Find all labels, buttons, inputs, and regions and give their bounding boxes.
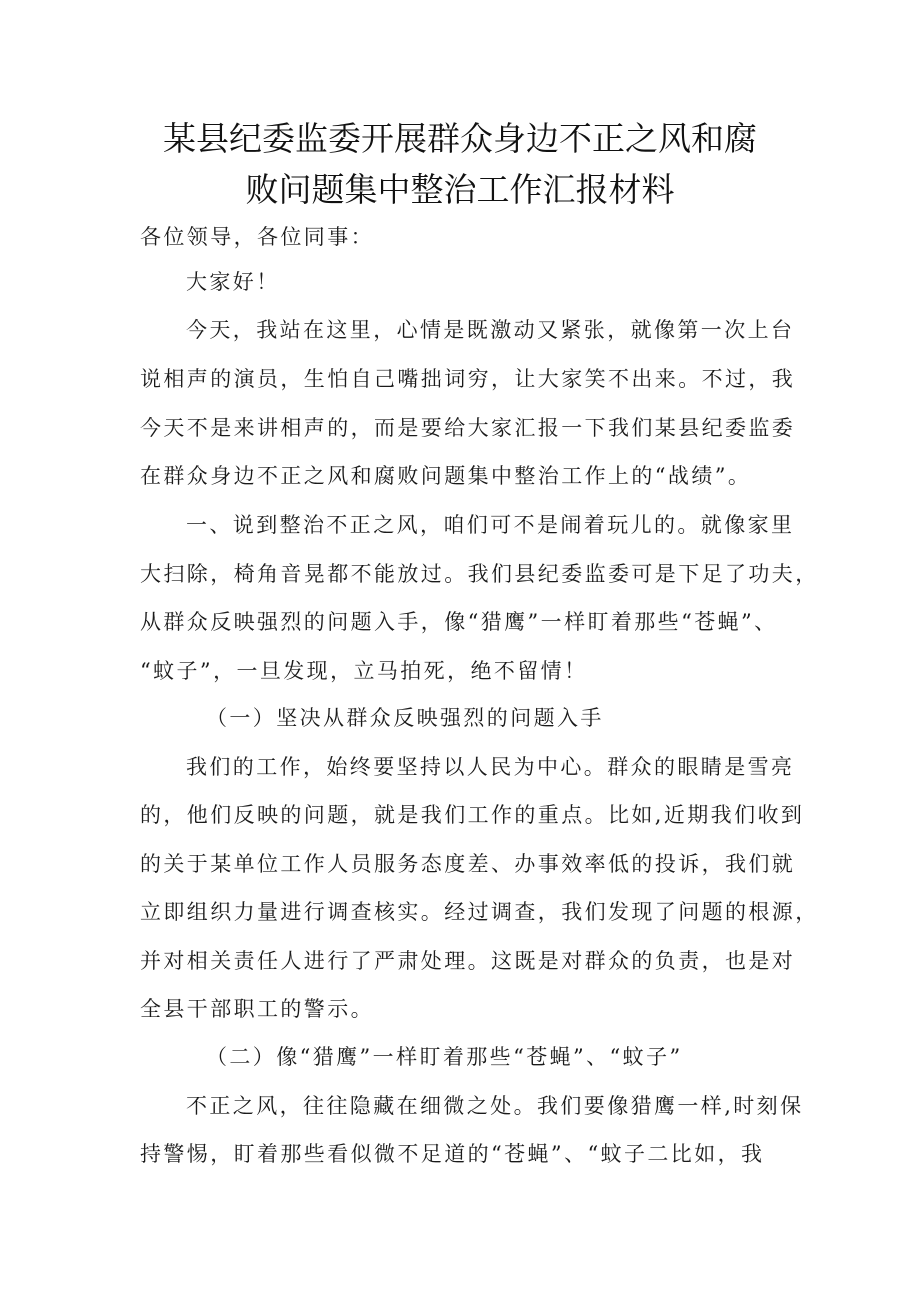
paragraph-line: 不正之风，往往隐藏在细微之处。我们要像猎鹰一样,时刻保 [186, 1094, 804, 1118]
paragraph-line: 并对相关责任人进行了严肃处理。这既是对群众的负责，也是对 [140, 949, 796, 973]
paragraph-line: 在群众身边不正之风和腐败问题集中整治工作上的“战绩”。 [140, 464, 752, 488]
paragraph-line: 的关于某单位工作人员服务态度差、办事效率低的投诉，我们就 [140, 852, 796, 876]
paragraph-line: 全县干部职工的警示。 [140, 997, 374, 1021]
paragraph-line: 今天，我站在这里，心情是既激动又紧张，就像第一次上台 [186, 318, 795, 342]
paragraph-line: 说相声的演员，生怕自己嘴拙词穷，让大家笑不出来。不过，我 [140, 367, 796, 391]
section-heading-2: （二）像“猎鹰”一样盯着那些“苍蝇”、“蚊子” [206, 1045, 683, 1069]
document-title-line-2: 败问题集中整治工作汇报材料 [245, 170, 675, 209]
paragraph-line: 大扫除，椅角音晃都不能放过。我们县纪委监委可是下足了功夫， [140, 562, 819, 586]
salutation: 各位领导，各位同事： [140, 225, 374, 249]
paragraph-line: 我们的工作，始终要坚持以人民为中心。群众的眼睛是雪亮 [186, 755, 795, 779]
greeting: 大家好！ [186, 270, 280, 294]
document-title-line-1: 某县纪委监委开展群众身边不正之风和腐 [163, 119, 757, 158]
paragraph-line: 今天不是来讲相声的，而是要给大家汇报一下我们某县纪委监委 [140, 416, 796, 440]
paragraph-line: 从群众反映强烈的问题入手，像“猎鹰”一样盯着那些“苍蝇”、 [140, 610, 778, 634]
section-heading-1: （一）坚决从群众反映强烈的问题入手 [206, 706, 604, 730]
paragraph-line: 持警惕，盯着那些看似微不足道的“苍蝇”、“蚊子二比如，我 [140, 1142, 765, 1166]
paragraph-line: 立即组织力量进行调查核实。经过调查，我们发现了问题的根源， [140, 900, 819, 924]
paragraph-line: “蚊子”，一旦发现，立马拍死，绝不留情！ [140, 659, 588, 683]
paragraph-line: 的，他们反映的问题，就是我们工作的重点。比如,近期我们收到 [140, 803, 805, 827]
paragraph-line: 一、说到整治不正之风，咱们可不是闹着玩儿的。就像家里 [186, 513, 795, 537]
